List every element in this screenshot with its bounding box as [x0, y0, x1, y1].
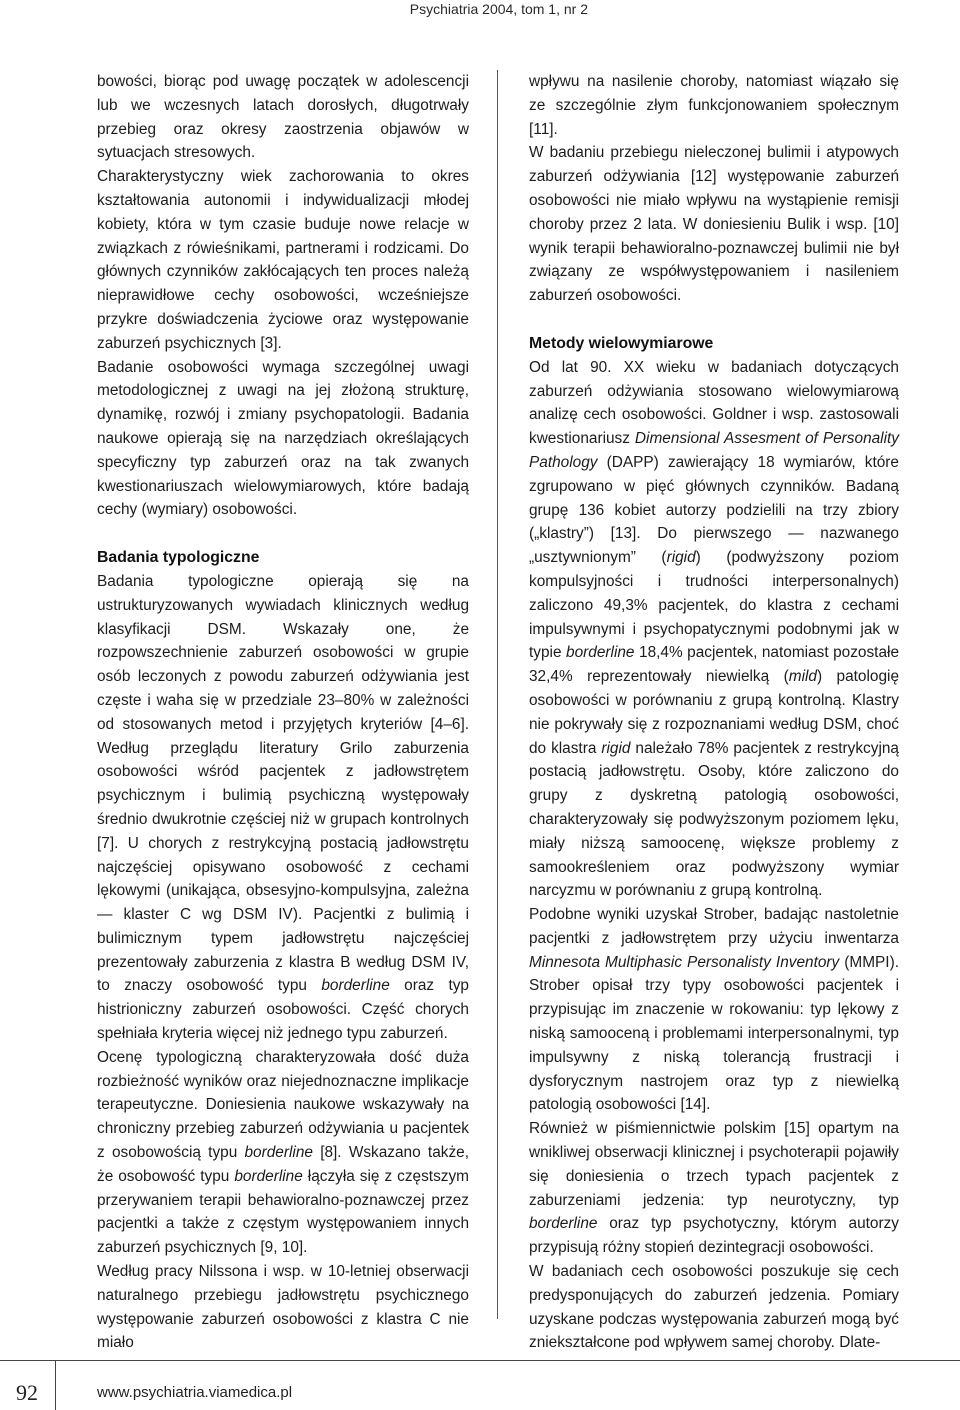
running-head: [0, 0, 960, 28]
text-run: [8]. Wskazano także, że osobowość typu: [97, 1144, 469, 1185]
text-run: ) patologię osobowości w porównaniu z grupą kontrolną. Klastry nie pokrywały się z rozpoznaniami według DSM, choć do klastra: [529, 668, 899, 757]
paragraph: W badaniach cech osobowości poszukuje się cech predysponujących do zaburzeń jedzenia. Pomiary uzyskane podczas występowania zaburzeń mogą być zniekształcone pod wpływem samej choroby. Dlate-: [529, 1263, 899, 1352]
italic-term: rigid: [601, 739, 631, 757]
text-run: (MMPI). Strober opisał trzy typy osobowości pacjentek i przypisując im znaczenie w rokowaniu: typ lękowy z niską samooceną i problemami interpersonalnymi, typ impulsywny z niską tolerancją frustracji i dysforycznym nastrojem oraz typ z niewielką patologią osobowości [14].: [529, 953, 899, 1114]
paragraph: Według pracy Nilssona i wsp. w 10-letniej obserwacji naturalnego przebiegu jadłowstrętu psychicznego występowanie zaburzeń osobowości z klastra C nie miało: [97, 1263, 469, 1352]
right-column: [529, 70, 899, 1355]
footer-tick: [55, 1360, 56, 1410]
text-run: Podobne wyniki uzyskał Strober, badając nastoletnie pacjentki z jadłowstrętem przy użyciu inwentarza: [529, 906, 899, 947]
italic-term: mild: [788, 668, 817, 686]
italic-term: borderline: [321, 977, 390, 995]
italic-term: borderline: [566, 644, 635, 662]
left-column: [97, 70, 469, 1355]
text-run: oraz typ psychotyczny, którym autorzy przypisują różny stopień dezintegracji osobowości.: [529, 1215, 899, 1257]
text-run: Od lat 90. XX wieku w badaniach dotyczących zaburzeń odżywiania stosowano wielowymiarową analizę cech osobowości. Goldner i wsp. zastosowali kwestionariusz: [529, 358, 899, 448]
section-heading-metody: Metody wielowymiarowe: [529, 334, 714, 352]
paragraph: [529, 903, 899, 1117]
text-run: ) (podwyższony poziom kompulsyjności i trudności interpersonalnych) zaliczono 49,3% pacjentek, do klastra z cechami impulsywnymi i psychopatycznymi podobnymi jak w typie: [529, 549, 899, 662]
italic-term: borderline: [234, 1167, 303, 1185]
text-run: należało 78% pacjentek z restrykcyjną postacią jadłowstrętu. Osoby, które zaliczono do grupy z dyskretną patologią osobowości, charakteryzowały się podwyższonym poziomem lęku, miały niższą samoocenę, większe problemy z samookreśleniem oraz podwyższony wymiar narcyzmu w porównaniu z grupą kontrolną.: [529, 739, 899, 900]
paragraph: [97, 1046, 469, 1260]
paragraph: [97, 570, 469, 1046]
text-run: oraz typ histrioniczny zaburzeń osobowości. Część chorych spełniała kryteria więcej niż jednego typu zaburzeń.: [97, 977, 469, 1043]
italic-term: borderline: [244, 1144, 313, 1162]
text-run: Ocenę typologiczną charakteryzowała dość duża rozbieżność wyników oraz niejednoznaczne implikacje terapeutyczne. Doniesienia naukowe wskazywały na chroniczny przebieg zaburzeń odżywiania u pacjentek z osobowością typu: [97, 1048, 469, 1162]
text-run: Badania typologiczne opierają się na ustrukturyzowanych wywiadach klinicznych według klasyfikacji DSM. Wskazały one, że rozpowszechnienie zaburzeń osobowości w grupie osób leczonych z powodu zaburzeń odżywiania jest częste i waha się w przedziale 23–80% w zależności od stosowanych metod i przyjętych kryteriów [4–6]. Według przeglądu literatury Grilo zaburzenia osobowości wśród pacjentek z jadłowstrętem psychicznym i bulimią psychiczną występowały średnio dwukrotnie częściej niż w grupach kontrolnych [7]. U chorych z restrykcyjną postacią jadłowstrętu najczęściej opisywano osobowość z cechami lękowymi (unikająca, obsesyjno-kompulsyjna, zależna — klaster C wg DSM IV). Pacjentki z bulimią i bulimicznym typem jadłowstrętu najczęściej prezentowały zaburzenia z klastra B według DSM IV, to znaczy osobowość typu: [97, 572, 469, 995]
page-number: 92: [16, 1380, 38, 1405]
text-run: (DAPP) zawierający 18 wymiarów, które zgrupowano w pięć głównych czynników. Badaną grupę 136 kobiet autorzy podzielili na trzy zbiory („klastry”) [13]. Do pierwszego — nazwanego „usztywnionym” (: [529, 453, 899, 567]
paragraph: W badaniu przebiegu nieleczonej bulimii i atypowych zaburzeń odżywiania [12] występowanie zaburzeń osobowości nie miało wpływu na wystąpienie remisji choroby przez 2 lata. W doniesieniu Bulik i wsp. [10] wynik terapii behawioralno-poznawczej bulimii nie był związany ze współwystępowaniem i nasileniem zaburzeń osobowości.: [529, 144, 899, 305]
italic-term: Dimensional Assesment of Personality Pathology: [529, 430, 899, 471]
journal-running-title: Psychiatria 2004, tom 1, nr 2: [409, 1, 588, 17]
column-divider: [497, 70, 498, 1319]
text-run: łączyła się z częstszym przerywaniem terapii behawioralno-poznawczej przez pacjentki a także z częstym występowaniem innych zaburzeń psychicznych [9, 10].: [97, 1167, 469, 1257]
section-heading-typologiczne: Badania typologiczne: [97, 549, 260, 567]
paragraph: Charakterystyczny wiek zachorowania to okres kształtowania autonomii i indywidualizacji młodej kobiety, która w tym czasie buduje nowe relacje w związkach z rówieśnikami, partnerami i rodzicami. Do głównych czynników zakłócających ten proces należą nieprawidłowe cechy osobowości, wcześniejsze przykre doświadczenia życiowe oraz występowanie zaburzeń psychicznych [3].: [97, 168, 469, 352]
italic-term: Minnesota Multiphasic Personalisty Inventory: [529, 953, 840, 971]
paragraph: bowości, biorąc pod uwagę początek w adolescencji lub we wczesnych latach dorosłych, długotrwały przebieg oraz okresy zaostrzenia objawów w sytuacjach stresowych.: [97, 73, 469, 162]
footer-rule: [0, 1360, 960, 1361]
paragraph: [529, 1117, 899, 1260]
paragraph: Badanie osobowości wymaga szczególnej uwagi metodologicznej z uwagi na jej złożoną strukturę, dynamikę, rozwój i zmiany psychopatologii. Badania naukowe opierają się na narzędziach określających specyficzny typ zaburzeń oraz na tak zwanych kwestionariuszach wielowymiarowych, które badają cechy (wymiary) osobowości.: [97, 358, 469, 519]
text-run: Również w piśmiennictwie polskim [15] opartym na wnikliwej obserwacji klinicznej i psychoterapii pojawiły się doniesienia o trzech typach pacjentek z zaburzeniami jedzenia: typ neurotyczny, typ: [529, 1120, 899, 1209]
paragraph: wpływu na nasilenie choroby, natomiast wiązało się ze szczególnie złym funkcjonowaniem społecznym [11].: [529, 73, 899, 138]
italic-term: rigid: [666, 549, 696, 567]
text-run: 18,4% pacjentek, natomiast pozostałe 32,4% reprezentowały niewielką (: [529, 644, 899, 686]
italic-term: borderline: [529, 1215, 598, 1233]
footer-url[interactable]: www.psychiatria.viamedica.pl: [97, 1384, 293, 1401]
paragraph: [529, 356, 899, 903]
